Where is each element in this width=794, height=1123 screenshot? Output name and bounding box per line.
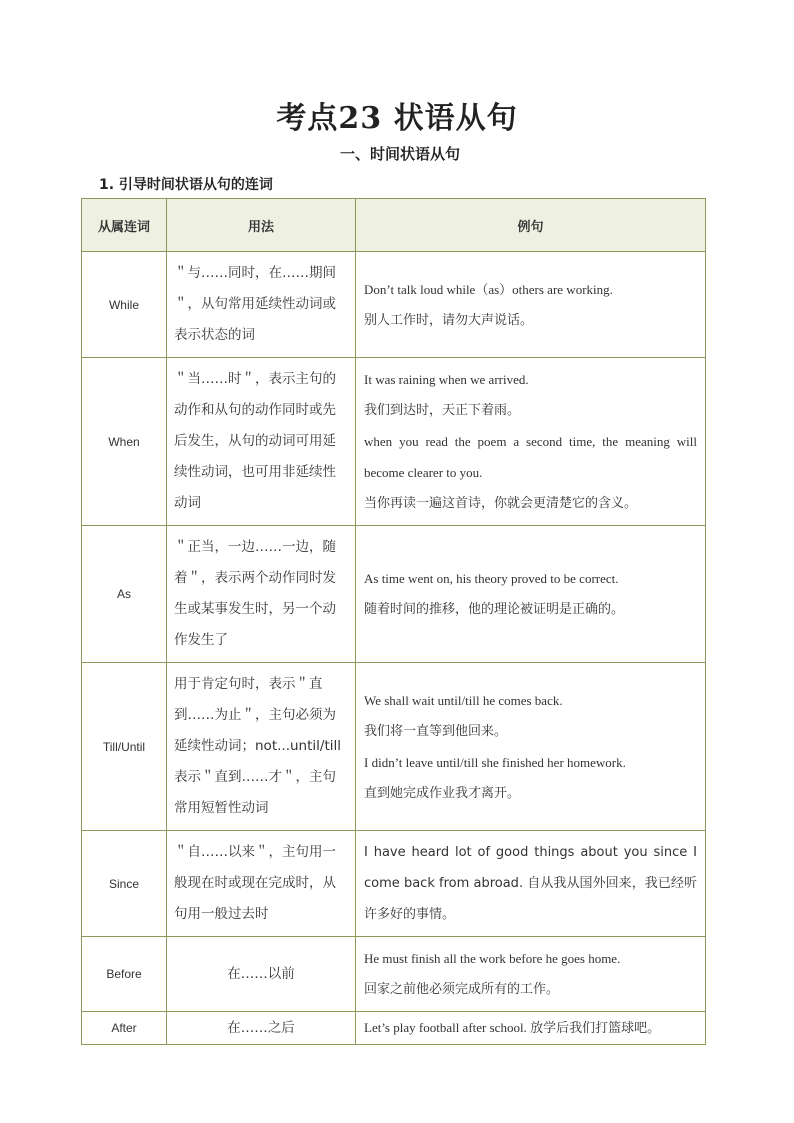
example-cell — [356, 358, 706, 526]
conjunction-cell: After — [82, 1012, 167, 1045]
example-zh: 放学后我们打篮球吧。 — [530, 1021, 661, 1036]
example-zh: 随着时间的推移，他的理论被证明是正确的。 — [364, 602, 625, 617]
example-zh: 当你再读一遍这首诗，你就会更清楚它的含义。 — [364, 496, 638, 511]
example-cell — [356, 663, 706, 831]
conjunction-cell: As — [82, 526, 167, 663]
page-title: 考点23 状语从句 — [276, 101, 518, 136]
table-row — [82, 831, 706, 937]
header-example: 例句 — [356, 199, 706, 252]
conjunction-cell: While — [82, 252, 167, 358]
table-header-row — [82, 199, 706, 252]
section-heading: 一、时间状语从句 — [339, 145, 460, 163]
conjunction-table — [81, 198, 706, 1045]
example-cell — [356, 526, 706, 663]
example-en: We shall wait until/till he comes back. — [364, 692, 563, 708]
header-conjunction: 从属连词 — [82, 199, 167, 252]
example-en: As time went on, his theory proved to be correct. — [364, 571, 619, 586]
example-cell: I have heard lot of good things about you since I come back from abroad. 自从我从国外回来，我已经听许多好的事情。 — [356, 831, 706, 937]
example-en: Let’s play football after school. — [364, 1020, 531, 1035]
usage-cell: ＂正当，一边……一边，随着＂，表示两个动作同时发生或某事发生时，另一个动作发生了 — [167, 526, 356, 663]
table-row — [82, 526, 706, 663]
usage-cell: 用于肯定句时，表示＂直到……为止＂，主句必须为延续性动词；not...until/till 表示＂直到……才＂，主句常用短暂性动词 — [167, 663, 356, 831]
example-zh: 别人工作时，请勿大声说话。 — [364, 312, 534, 328]
header-usage: 用法 — [167, 199, 356, 252]
table-row — [82, 1012, 706, 1045]
conjunction-cell: Till/Until — [82, 663, 167, 831]
example-zh: 回家之前他必须完成所有的工作。 — [364, 982, 560, 997]
example-en: It was raining when we arrived. — [364, 372, 529, 387]
usage-cell: ＂自……以来＂，主句用一般现在时或现在完成时，从句用一般过去时 — [167, 831, 356, 937]
example-en: He must finish all the work before he goes home. — [364, 951, 621, 966]
example-en: I didn’t leave until/till she finished her homework. — [364, 754, 626, 770]
example-cell — [356, 1012, 706, 1045]
table-row — [82, 663, 706, 831]
table-row — [82, 937, 706, 1012]
example-zh: 我们将一直等到他回来。 — [364, 723, 508, 739]
usage-cell: ＂与……同时，在……期间＂，从句常用延续性动词或表示状态的词 — [167, 252, 356, 358]
example-cell — [356, 252, 706, 358]
table-row — [82, 252, 706, 358]
usage-cell: 在……之后 — [167, 1012, 356, 1045]
usage-cell: ＂当……时＂，表示主句的动作和从句的动作同时或先后发生，从句的动词可用延续性动词，也可用非延续性动词 — [167, 358, 356, 526]
example-zh: 我们到达时，天正下着雨。 — [364, 403, 521, 418]
conjunction-cell: Since — [82, 831, 167, 937]
example-en: Don’t talk loud while（as）others are working. — [364, 281, 613, 297]
conjunction-cell: When — [82, 358, 167, 526]
example-zh: 直到她完成作业我才离开。 — [364, 785, 521, 801]
example-en: when you read the poem a second time, the meaning will become clearer to you. — [364, 434, 697, 480]
example-cell — [356, 937, 706, 1012]
usage-cell: 在……以前 — [167, 937, 356, 1012]
table-row — [82, 358, 706, 526]
subsection-heading: 1. 引导时间状语从句的连词 — [99, 177, 273, 193]
conjunction-cell: Before — [82, 937, 167, 1012]
